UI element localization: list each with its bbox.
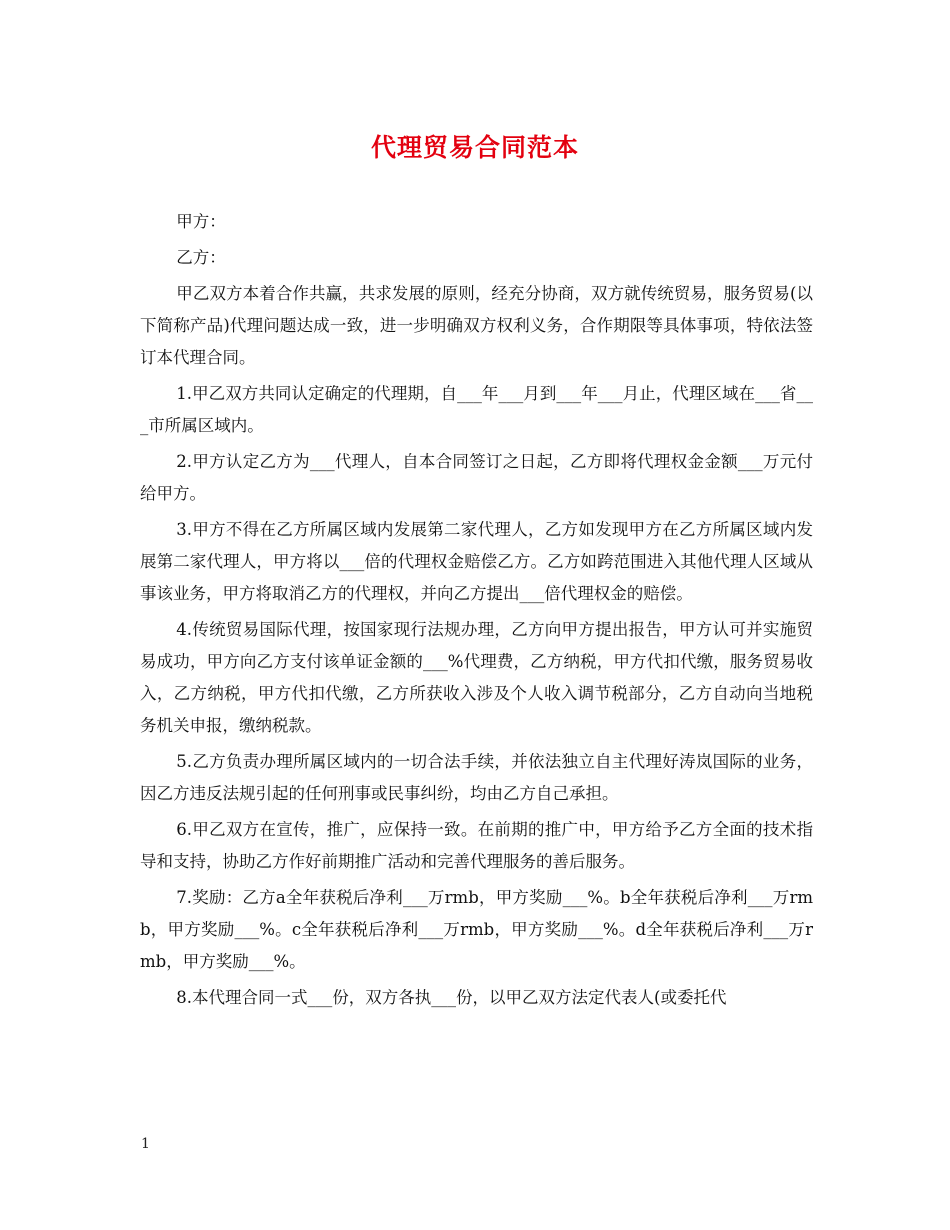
paragraph-clause-7: 7.奖励：乙方a全年获税后净利___万rmb，甲方奖励___%。b全年获税后净利___万rmb，甲方奖励___%。c全年获税后净利___万rmb，甲方奖励___%。d全年获税后净利___万rmb，甲方奖励___%。	[140, 888, 813, 971]
paragraph-clause-6: 6.甲乙双方在宣传，推广，应保持一致。在前期的推广中，甲方给予乙方全面的技术指导和支持，协助乙方作好前期推广活动和完善代理服务的善后服务。	[140, 820, 813, 871]
page-number: 1	[141, 1136, 150, 1152]
paragraph-clause-5: 5.乙方负责办理所属区域内的一切合法手续，并依法独立自主代理好涛岚国际的业务，因乙方违反法规引起的任何刑事或民事纠纷，均由乙方自己承担。	[140, 752, 813, 803]
paragraph-clause-1: 1.甲乙双方共同认定确定的代理期，自___年___月到___年___月止，代理区域在___省___市所属区域内。	[140, 384, 813, 435]
paragraph-clause-4: 4.传统贸易国际代理，按国家现行法规办理，乙方向甲方提出报告，甲方认可并实施贸易成功，甲方向乙方支付该单证金额的___%代理费，乙方纳税，甲方代扣代缴，服务贸易收入，乙方纳税，甲方代扣代缴，乙方所获收入涉及个人收入调节税部分，乙方自动向当地税务机关申报，缴纳税款。	[140, 620, 813, 735]
paragraph-clause-8: 8.本代理合同一式___份，双方各执___份，以甲乙双方法定代表人(或委托代	[176, 988, 727, 1007]
party-b-label: 乙方：	[176, 248, 226, 267]
party-a-label: 甲方：	[176, 212, 226, 231]
document-title: 代理贸易合同范本	[370, 133, 579, 162]
paragraph-clause-2: 2.甲方认定乙方为___代理人，自本合同签订之日起，乙方即将代理权金金额___万元付给甲方。	[140, 452, 813, 503]
document-body	[140, 206, 813, 1018]
paragraph-clause-3: 3.甲方不得在乙方所属区域内发展第二家代理人，乙方如发现甲方在乙方所属区域内发展第二家代理人，甲方将以___倍的代理权金赔偿乙方。乙方如跨范围进入其他代理人区域从事该业务，甲方将取消乙方的代理权，并向乙方提出___倍代理权金的赔偿。	[140, 520, 813, 603]
paragraph-intro: 甲乙双方本着合作共赢，共求发展的原则，经充分协商，双方就传统贸易，服务贸易(以下简称产品)代理问题达成一致，进一步明确双方权利义务，合作期限等具体事项，特依法签订本代理合同。	[140, 284, 813, 367]
